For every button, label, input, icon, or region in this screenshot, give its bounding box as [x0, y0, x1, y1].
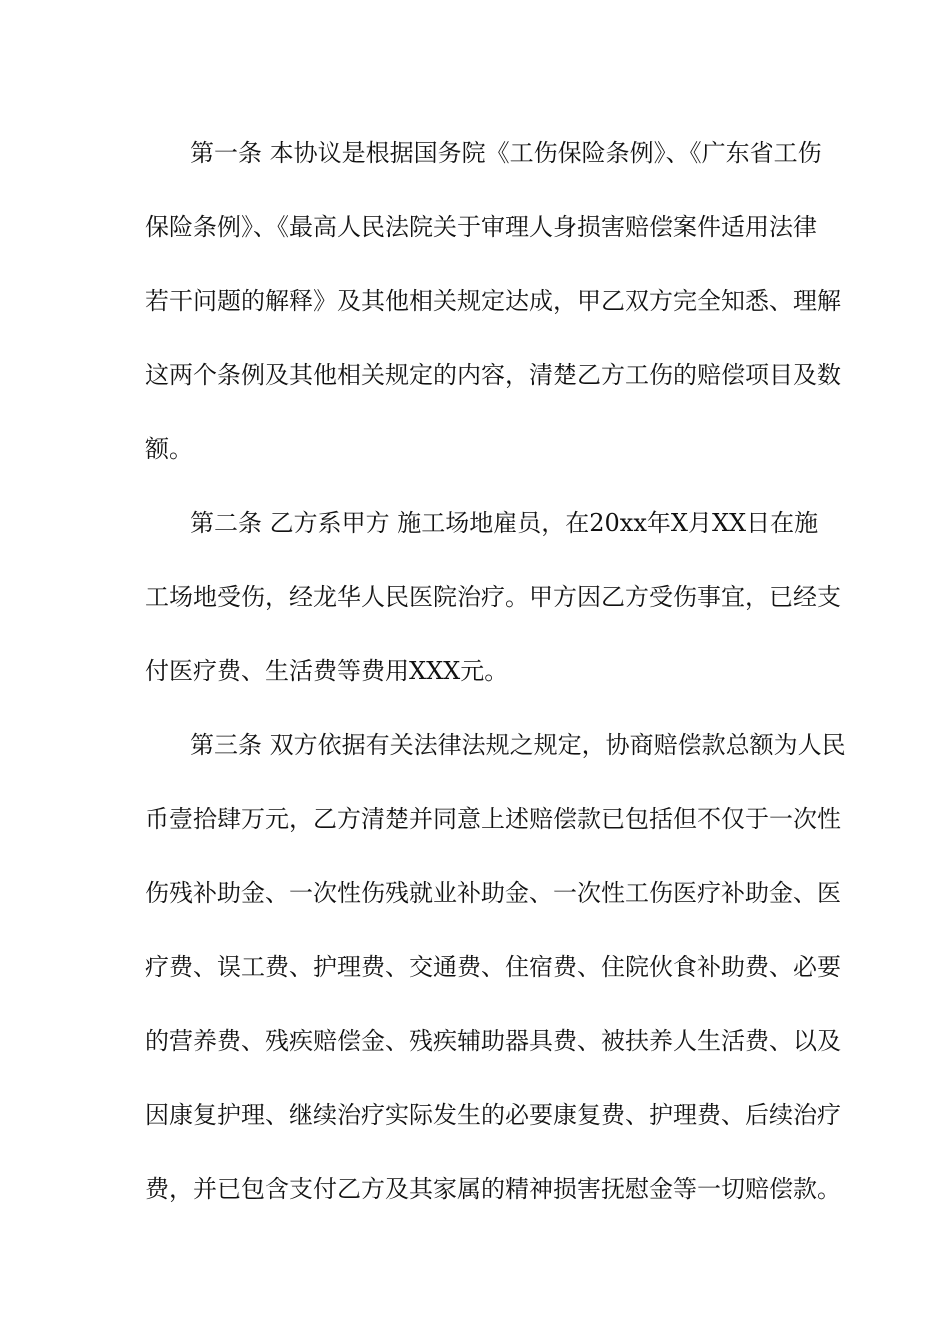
article-3-line-5 — [0, 1021, 950, 1061]
text-line: 若干问题的解释》及其他相关规定达成，甲乙双方完全知悉、理解 — [145, 287, 841, 315]
text-line: 保险条例》、《最高人民法院关于审理人身损害赔偿案件适用法律 — [145, 213, 817, 241]
text-line: 第二条 乙方系甲方 施工场地雇员，在20xx年X月XX日在施 — [190, 509, 819, 537]
text-line: 第一条 本协议是根据国务院《工伤保险条例》、《广东省工伤 — [190, 139, 822, 167]
text-line: 费，并已包含支付乙方及其家属的精神损害抚慰金等一切赔偿款。 — [145, 1175, 841, 1203]
article-1-line-3 — [0, 281, 950, 321]
text-line: 的营养费、残疾赔偿金、残疾辅助器具费、被扶养人生活费、以及 — [145, 1027, 841, 1055]
text-line: 因康复护理、继续治疗实际发生的必要康复费、护理费、后续治疗 — [145, 1101, 841, 1129]
article-2-line-2 — [0, 577, 950, 617]
text-line: 疗费、误工费、护理费、交通费、住宿费、住院伙食补助费、必要 — [145, 953, 841, 981]
article-1-line-4 — [0, 355, 950, 395]
text-line: 工场地受伤，经龙华人民医院治疗。甲方因乙方受伤事宜，已经支 — [145, 583, 841, 611]
text-line: 额。 — [145, 435, 193, 463]
article-3-line-6 — [0, 1095, 950, 1135]
article-1-line-2 — [0, 207, 950, 247]
article-1-line-5 — [0, 429, 950, 469]
article-2-line-3 — [0, 651, 950, 691]
article-3-line-7 — [0, 1169, 950, 1209]
article-3-line-4 — [0, 947, 950, 987]
text-line: 第三条 双方依据有关法律法规之规定，协商赔偿款总额为人民 — [190, 731, 846, 759]
text-line: 付医疗费、生活费等费用XXX元。 — [145, 657, 509, 685]
text-line: 这两个条例及其他相关规定的内容，清楚乙方工伤的赔偿项目及数 — [145, 361, 841, 389]
article-1-line-1 — [0, 133, 950, 173]
text-line: 伤残补助金、一次性伤残就业补助金、一次性工伤医疗补助金、医 — [145, 879, 841, 907]
article-3-line-1 — [0, 725, 950, 765]
article-2-line-1 — [0, 503, 950, 543]
article-3-line-2 — [0, 799, 950, 839]
article-3-line-3 — [0, 873, 950, 913]
text-line: 币壹拾肆万元，乙方清楚并同意上述赔偿款已包括但不仅于一次性 — [145, 805, 841, 833]
